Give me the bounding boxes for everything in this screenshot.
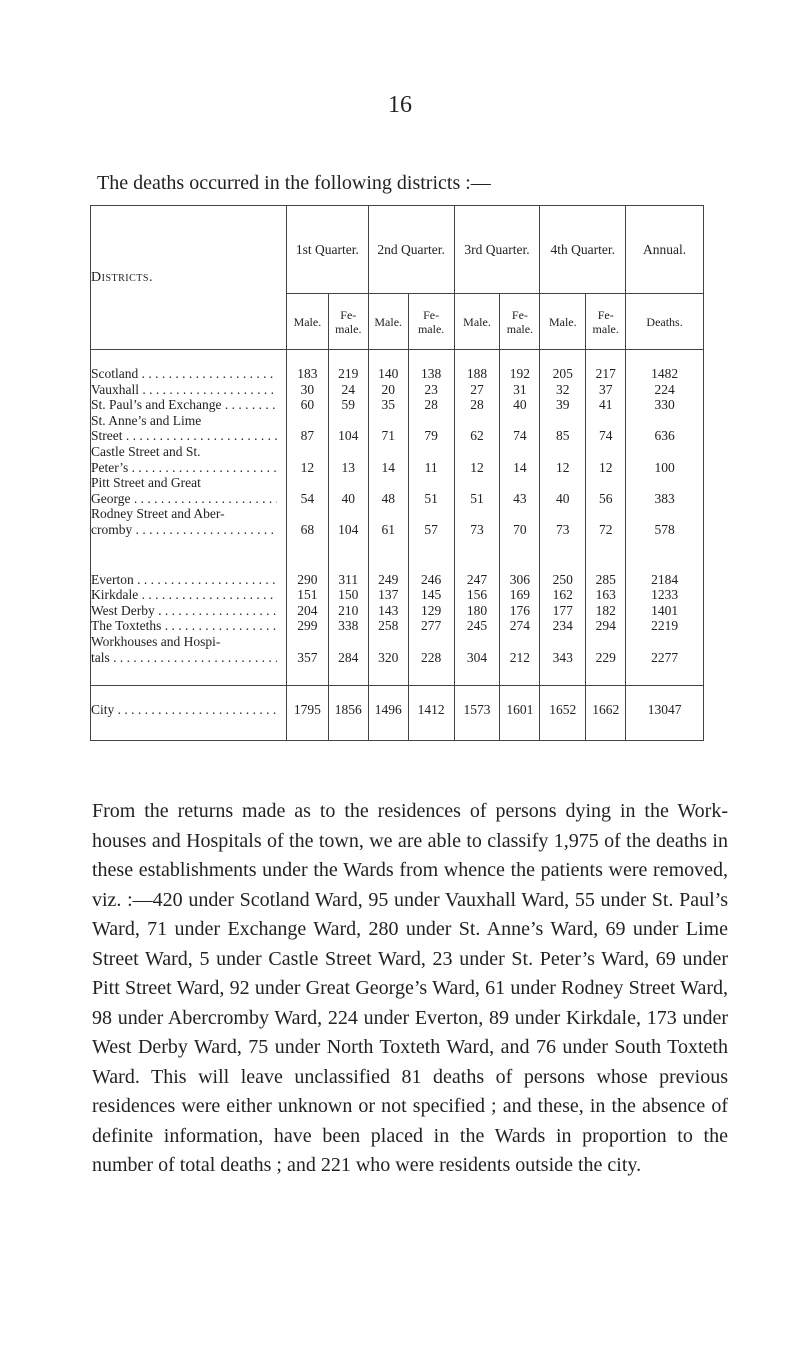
value-cell: 40 [500,397,540,413]
value-cell: 304 [454,634,500,665]
value-cell: 140 [368,366,408,382]
annual-deaths-cell: 1233 [626,587,704,603]
value-cell: 129 [408,603,454,619]
district-name-line: Workhouses and Hospi- [91,633,221,649]
spacer-row [91,538,704,572]
annual-deaths-cell: 578 [626,506,704,537]
value-cell: 249 [368,572,408,588]
table-row [91,603,704,619]
table-row [91,366,704,382]
spacer-row [91,350,704,367]
value-cell: 74 [500,413,540,444]
value-cell: 62 [454,413,500,444]
district-name-line: City . . . [91,702,277,718]
district-name-line: The Toxteths . . . [91,618,277,634]
value-cell: 306 [500,572,540,588]
annual-deaths-cell: 383 [626,475,704,506]
annual-deaths-cell: 224 [626,382,704,398]
value-cell: 357 [286,634,328,665]
value-cell: 43 [500,475,540,506]
district-name [91,413,287,444]
page-number: 16 [388,92,412,118]
value-cell: 14 [500,444,540,475]
value-cell: 85 [540,413,586,444]
annual-deaths-cell: 330 [626,397,704,413]
district-name [91,572,287,588]
value-cell: 204 [286,603,328,619]
table-row [91,506,704,537]
value-cell: 1662 [586,686,626,741]
table-row [91,634,704,665]
value-cell: 28 [408,397,454,413]
value-cell: 37 [586,382,626,398]
district-name-line: George . . . [91,491,277,507]
district-name [91,366,287,382]
value-cell: 182 [586,603,626,619]
value-cell: 54 [286,475,328,506]
value-cell: 299 [286,618,328,634]
table-row [91,397,704,413]
value-cell: 68 [286,506,328,537]
value-cell: 284 [328,634,368,665]
male-header: Male. [286,294,328,350]
spacer-row [91,665,704,686]
table-row [91,572,704,588]
district-name-line: Vauxhall . . . [91,382,277,398]
female-header: Fe- male. [586,294,626,350]
value-cell: 71 [368,413,408,444]
value-cell: 247 [454,572,500,588]
table-row [91,382,704,398]
value-cell: 143 [368,603,408,619]
value-cell: 41 [586,397,626,413]
district-name [91,686,287,741]
value-cell: 74 [586,413,626,444]
value-cell: 338 [328,618,368,634]
value-cell: 60 [286,397,328,413]
value-cell: 188 [454,366,500,382]
value-cell: 285 [586,572,626,588]
female-header: Fe- male. [500,294,540,350]
value-cell: 176 [500,603,540,619]
value-cell: 35 [368,397,408,413]
value-cell: 104 [328,506,368,537]
value-cell: 246 [408,572,454,588]
annual-deaths-cell: 100 [626,444,704,475]
annual-header: Annual. [626,206,704,294]
value-cell: 1652 [540,686,586,741]
table-row [91,413,704,444]
district-name-line: Street . . . [91,428,277,444]
value-cell: 73 [540,506,586,537]
value-cell: 217 [586,366,626,382]
value-cell: 72 [586,506,626,537]
value-cell: 48 [368,475,408,506]
body-paragraph: From the returns made as to the residences of persons dying in the Work-houses and Hospitals of the town, we are able to classify 1,975 of the deaths in these establishments under the Wards from whence the patients were removed, viz. :—420 under Scotland Ward, 95 under Vauxhall Ward, 55 under St. Paul’s Ward, 71 under Exchange Ward, 280 under St. Anne’s Ward, 69 under Lime Street Ward, 5 under Castle Street Ward, 23 under St. Peter’s Ward, 69 under Pitt Street Ward, 92 under Great George’s Ward, 61 under Rodney Street Ward, 98 under Abercromby Ward, 224 under Everton, 89 under Kirkdale, 173 under West Derby Ward, 75 under North Toxteth Ward, and 76 under South Toxteth Ward. This will leave unclassified 81 deaths of persons whose previous residences were either unknown or not specified ; and these, in the absence of definite information, have been placed in the Wards in proportion to the number of total deaths ; and 221 who were residents outside the city. [92,800,728,1176]
district-name-line: Kirkdale . . . [91,587,277,603]
table-row [91,686,704,741]
district-deaths-table [90,205,704,741]
value-cell: 1856 [328,686,368,741]
female-header: Fe- male. [408,294,454,350]
value-cell: 87 [286,413,328,444]
value-cell: 250 [540,572,586,588]
value-cell: 12 [586,444,626,475]
district-name-line: St. Paul’s and Exchange . . . [91,397,277,413]
value-cell: 205 [540,366,586,382]
district-name-line: Rodney Street and Aber- [91,506,225,522]
value-cell: 343 [540,634,586,665]
district-name [91,634,287,665]
value-cell: 51 [408,475,454,506]
value-cell: 229 [586,634,626,665]
district-name-line: tals . . . [91,650,277,666]
district-name-line: cromby . . . [91,522,277,538]
annual-deaths-cell: 1401 [626,603,704,619]
intro-text: The deaths occurred in the following districts :— [97,172,491,194]
value-cell: 210 [328,603,368,619]
value-cell: 245 [454,618,500,634]
value-cell: 32 [540,382,586,398]
district-name-line: Peter’s . . . [91,460,277,476]
value-cell: 180 [454,603,500,619]
annual-deaths-cell: 2219 [626,618,704,634]
value-cell: 290 [286,572,328,588]
annual-deaths-cell: 636 [626,413,704,444]
table-row [91,618,704,634]
value-cell: 59 [328,397,368,413]
annual-deaths-cell: 2184 [626,572,704,588]
district-name-line: Castle Street and St. [91,443,201,459]
value-cell: 1573 [454,686,500,741]
district-name [91,587,287,603]
quarter-1-header: 1st Quarter. [286,206,368,294]
quarter-3-header: 3rd Quarter. [454,206,540,294]
value-cell: 163 [586,587,626,603]
value-cell: 11 [408,444,454,475]
value-cell: 320 [368,634,408,665]
value-cell: 56 [586,475,626,506]
value-cell: 162 [540,587,586,603]
annual-deaths-cell: 1482 [626,366,704,382]
value-cell: 31 [500,382,540,398]
value-cell: 20 [368,382,408,398]
value-cell: 258 [368,618,408,634]
value-cell: 14 [368,444,408,475]
district-name [91,506,287,537]
value-cell: 13 [328,444,368,475]
annual-deaths-cell: 13047 [626,686,704,741]
value-cell: 138 [408,366,454,382]
male-header: Male. [540,294,586,350]
value-cell: 104 [328,413,368,444]
male-header: Male. [454,294,500,350]
annual-deaths-cell: 2277 [626,634,704,665]
value-cell: 228 [408,634,454,665]
value-cell: 1496 [368,686,408,741]
value-cell: 30 [286,382,328,398]
table-row [91,587,704,603]
value-cell: 151 [286,587,328,603]
district-name [91,603,287,619]
female-header: Fe- male. [328,294,368,350]
district-name-line: Everton . . . [91,572,277,588]
value-cell: 277 [408,618,454,634]
district-name [91,444,287,475]
value-cell: 137 [368,587,408,603]
value-cell: 150 [328,587,368,603]
value-cell: 12 [540,444,586,475]
value-cell: 1601 [500,686,540,741]
value-cell: 61 [368,506,408,537]
value-cell: 12 [286,444,328,475]
value-cell: 39 [540,397,586,413]
value-cell: 51 [454,475,500,506]
table-row [91,444,704,475]
value-cell: 73 [454,506,500,537]
value-cell: 192 [500,366,540,382]
value-cell: 177 [540,603,586,619]
value-cell: 70 [500,506,540,537]
value-cell: 311 [328,572,368,588]
value-cell: 79 [408,413,454,444]
value-cell: 156 [454,587,500,603]
value-cell: 274 [500,618,540,634]
value-cell: 234 [540,618,586,634]
district-name-line: West Derby . . . [91,603,277,619]
value-cell: 57 [408,506,454,537]
district-name [91,475,287,506]
district-name [91,397,287,413]
value-cell: 23 [408,382,454,398]
districts-header: Districts. [91,206,287,350]
district-name-line: Scotland . . . [91,366,277,382]
table-row [91,475,704,506]
value-cell: 40 [328,475,368,506]
quarter-4-header: 4th Quarter. [540,206,626,294]
value-cell: 27 [454,382,500,398]
value-cell: 183 [286,366,328,382]
male-header: Male. [368,294,408,350]
district-name-line: St. Anne’s and Lime [91,412,202,428]
quarter-2-header: 2nd Quarter. [368,206,454,294]
value-cell: 1795 [286,686,328,741]
value-cell: 1412 [408,686,454,741]
district-name [91,618,287,634]
deaths-header: Deaths. [626,294,704,350]
district-name [91,382,287,398]
value-cell: 169 [500,587,540,603]
value-cell: 40 [540,475,586,506]
value-cell: 24 [328,382,368,398]
value-cell: 145 [408,587,454,603]
value-cell: 12 [454,444,500,475]
value-cell: 219 [328,366,368,382]
value-cell: 212 [500,634,540,665]
value-cell: 28 [454,397,500,413]
district-name-line: Pitt Street and Great [91,475,201,491]
value-cell: 294 [586,618,626,634]
